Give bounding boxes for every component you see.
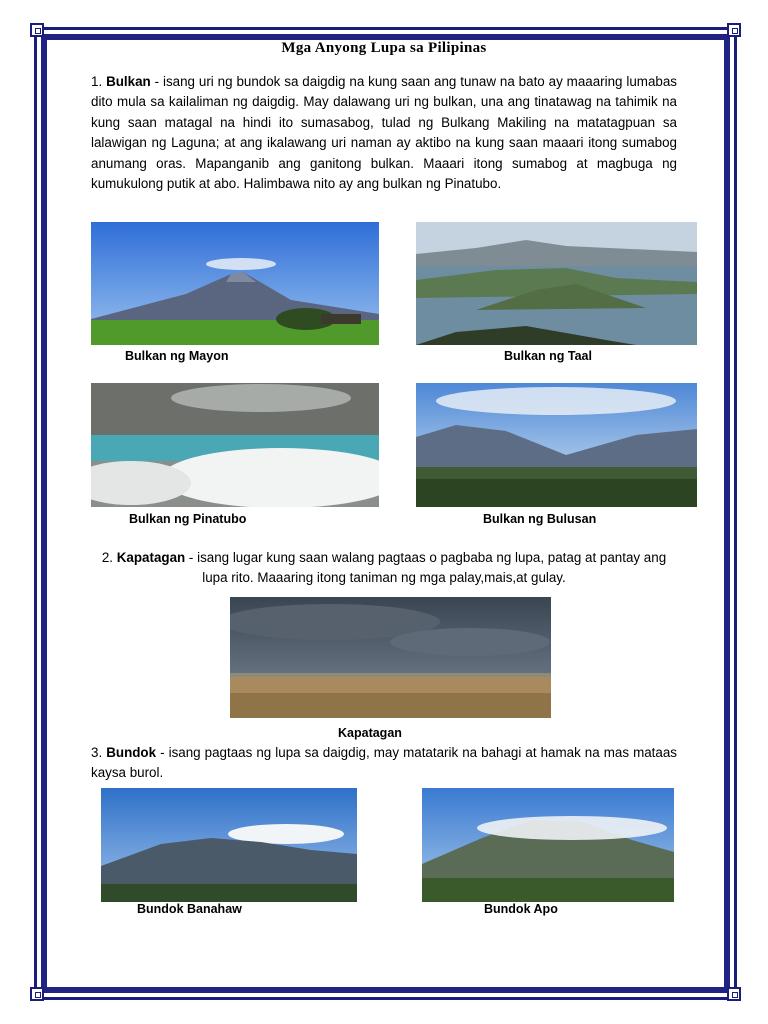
photo-mayon-volcano xyxy=(91,222,379,345)
section-number: 1. xyxy=(91,74,103,89)
caption-bulusan: Bulkan ng Bulusan xyxy=(483,512,597,526)
section-bulkan-paragraph xyxy=(91,72,677,194)
caption-pinatubo: Bulkan ng Pinatubo xyxy=(129,512,247,526)
section-bundok-paragraph xyxy=(91,743,677,784)
section-kapatagan-paragraph xyxy=(100,548,668,589)
section-term: Bulkan xyxy=(106,74,151,89)
page-title: Mga Anyong Lupa sa Pilipinas xyxy=(281,40,487,56)
photo-mount-banahaw xyxy=(101,788,357,902)
section-definition: - isang lugar kung saan walang pagtaas o pagbaba ng lupa, patag at pantay ang lupa rito. Maaaring itong taniman ng mga palay,mais,at gulay. xyxy=(185,550,667,586)
corner-ornament-bottom-left xyxy=(30,987,44,1001)
corner-ornament-top-left xyxy=(30,23,44,37)
section-definition: - isang uri ng bundok sa daigdig na kung saan ang tunaw na bato ay maaaring lumabas dito mula sa kailaliman ng daigdig. May dalawang uri ng bulkan, una ang tinatawag na tahimik na kung saan matagal na hindi ito sumasabog, tulad ng Bulkang Makiling na matatagpuan sa lalawigan ng Laguna; at ang ikalawang uri naman ay aktibo na kung saan maaari itong sumabog anumang oras. Mapanganib ang ganitong bulkan. Maaari itong sumabog at magbuga ng kumukulong putik at abo. Halimbawa nito ay ang bulkan ng Pinatubo. xyxy=(91,74,677,192)
caption-banahaw: Bundok Banahaw xyxy=(137,902,242,916)
section-term: Bundok xyxy=(106,745,157,760)
section-term: Kapatagan xyxy=(116,550,186,565)
section-definition: - isang pagtaas ng lupa sa daigdig, may matatarik na bahagi at hamak na mas mataas kaysa burol. xyxy=(91,745,677,781)
photo-taal-volcano xyxy=(416,222,697,345)
photo-bulusan-volcano xyxy=(416,383,697,507)
photo-mount-apo xyxy=(422,788,674,902)
caption-apo: Bundok Apo xyxy=(484,902,558,916)
corner-ornament-bottom-right xyxy=(727,987,741,1001)
corner-ornament-top-right xyxy=(727,23,741,37)
photo-pinatubo-volcano xyxy=(91,383,379,507)
caption-taal: Bulkan ng Taal xyxy=(504,349,592,363)
section-number: 2. xyxy=(101,550,113,565)
caption-mayon: Bulkan ng Mayon xyxy=(125,349,229,363)
section-number: 3. xyxy=(91,745,103,760)
caption-kapatagan: Kapatagan xyxy=(338,726,402,740)
photo-kapatagan-plain xyxy=(230,597,551,718)
